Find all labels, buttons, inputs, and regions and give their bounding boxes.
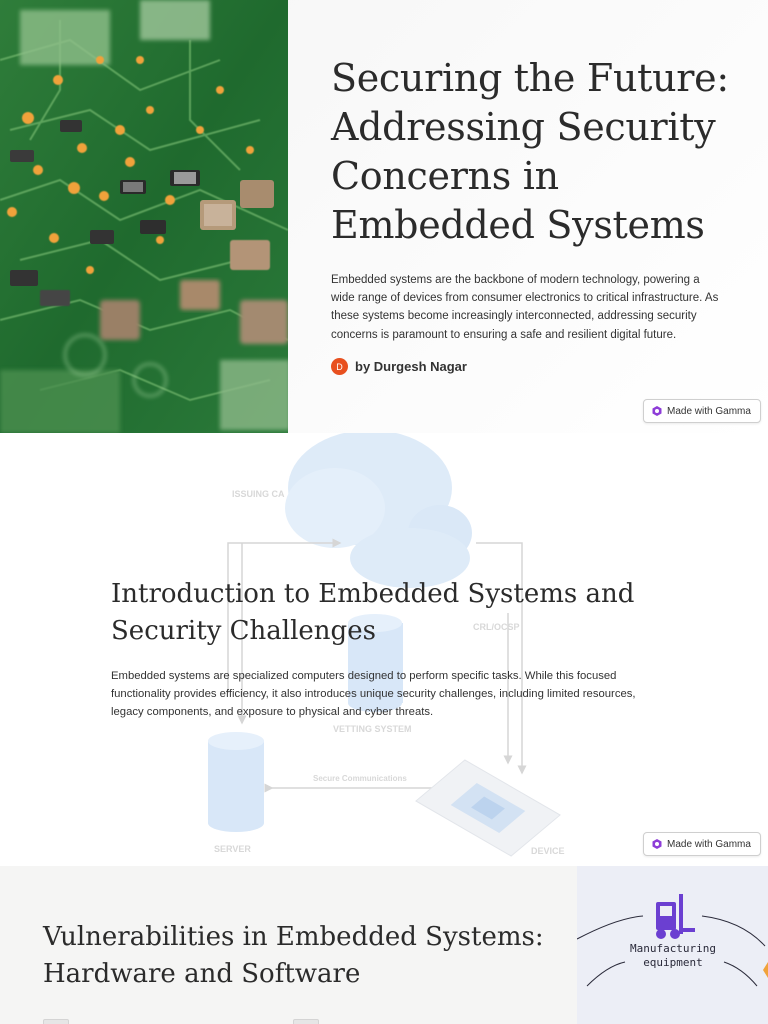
- manufacturing-equipment-label: Manufacturing equipment: [629, 942, 717, 969]
- made-with-gamma-label: Made with Gamma: [667, 838, 751, 850]
- issuing-ca-label: ISSUING CA: [232, 489, 285, 499]
- server-icon: [208, 732, 264, 832]
- slide1-body: Embedded systems are the backbone of modern technology, powering a wide range of devices from consumer electronics to critical infrastructure. As these systems become increasingly interconnected, addressing security concerns is paramount to ensuring a safe and resilient digital future.: [331, 274, 719, 341]
- gamma-logo-icon: [652, 406, 662, 416]
- made-with-gamma-label: Made with Gamma: [667, 405, 751, 417]
- slide1-title: Securing the Future: Addressing Security Concerns in Embedded Systems: [331, 56, 729, 247]
- slide2-body: Embedded systems are specialized computers designed to perform specific tasks. While this focused functionality provides efficiency, it also introduces unique security challenges, including limited resources, legacy components, and exposure to physical and cyber threats.: [111, 670, 636, 719]
- gamma-logo-icon: [652, 839, 662, 849]
- author-line: [331, 358, 467, 375]
- forklift-icon: [656, 894, 695, 939]
- crl-ocsp-label: CRL/OCSP: [473, 622, 520, 632]
- card-stub: [43, 1019, 69, 1024]
- author-name: by Durgesh Nagar: [355, 359, 467, 374]
- slide2-title: Introduction to Embedded Systems and Security Challenges: [111, 579, 635, 646]
- cloud-icon: [285, 433, 472, 588]
- device-label: DEVICE: [531, 846, 565, 856]
- slide-introduction: [0, 433, 768, 866]
- circuit-board-image: [0, 0, 288, 433]
- made-with-gamma-button[interactable]: [643, 832, 761, 856]
- vetting-system-label: VETTING SYSTEM: [333, 724, 412, 734]
- device-chip-icon: [416, 760, 560, 856]
- avatar: D: [331, 358, 348, 375]
- slide-title: [0, 0, 768, 433]
- secure-communications-label: Secure Communications: [313, 774, 407, 783]
- manufacturing-illustration: [577, 866, 768, 1024]
- slide3-title: Vulnerabilities in Embedded Systems: Hardware and Software: [43, 922, 544, 989]
- server-label: SERVER: [214, 844, 251, 854]
- card-stub: [293, 1019, 319, 1024]
- made-with-gamma-button[interactable]: [643, 399, 761, 423]
- slide-vulnerabilities: [0, 866, 768, 1024]
